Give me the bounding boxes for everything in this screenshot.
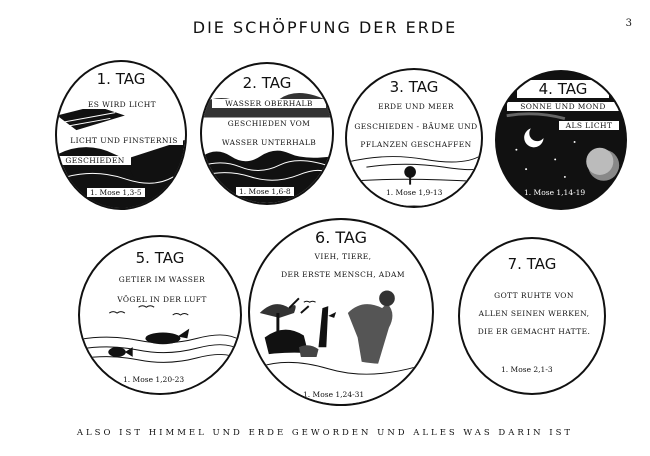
day-1-line-2: LICHT UND FINSTERNIS [65, 136, 183, 145]
day-6-circle [248, 218, 434, 406]
day-3-circle [345, 68, 483, 208]
day-5-title: 5. TAG [135, 249, 185, 267]
day-5-circle [78, 235, 242, 395]
day-5-reference: 1. Mose 1,20-23 [120, 375, 187, 384]
day-7-line-2: ALLEN SEINEN WERKEN, [478, 309, 590, 318]
day-3-line-2: GESCHIEDEN - BÄUME UND [354, 122, 478, 131]
day-6-line-2: DER ERSTE MENSCH, ADAM [281, 270, 405, 279]
day-1-title: 1. TAG [96, 70, 146, 88]
day-1-circle [55, 60, 187, 210]
day-3-line-3: PFLANZEN GESCHAFFEN [360, 140, 472, 149]
day-7-line-3: DIE ER GEMACHT HATTE. [477, 327, 591, 336]
day-2-line-3: WASSER UNTERHALB [212, 138, 326, 147]
day-6-title: 6. TAG [315, 228, 367, 247]
page-title: DIE SCHÖPFUNG DER ERDE [192, 18, 458, 37]
day-3-title: 3. TAG [389, 78, 439, 96]
day-4-reference: 1. Mose 1,14-19 [521, 188, 588, 197]
day-3-line-1: ERDE UND MEER [378, 102, 454, 111]
day-4-line-2: ALS LICHT [559, 121, 619, 130]
day-4-circle [495, 70, 627, 210]
day-2-reference: 1. Mose 1,6-8 [236, 187, 294, 196]
day-1-line-1: ES WIRD LICHT [67, 100, 177, 109]
day-7-title: 7. TAG [507, 255, 557, 273]
day-7-reference: 1. Mose 2,1-3 [498, 365, 556, 374]
day-6-line-1: VIEH, TIERE, [314, 252, 372, 261]
day-6-reference: 1. Mose 1,24-31 [300, 390, 367, 399]
page-number: 3 [625, 18, 632, 29]
day-1-line-3: GESCHIEDEN [59, 156, 131, 165]
day-7-circle [458, 237, 606, 395]
day-6-illustration [250, 220, 432, 404]
day-2-line-2: GESCHIEDEN VOM [212, 119, 326, 128]
day-5-line-2: VÖGEL IN DER LUFT [117, 295, 207, 304]
footer-caption: ALSO IST HIMMEL UND ERDE GEWORDEN UND ALLES WAS DARIN IST [76, 428, 574, 438]
day-4-title: 4. TAG [517, 80, 609, 98]
day-2-title: 2. TAG [242, 74, 292, 92]
day-2-circle [200, 62, 334, 205]
day-1-reference: 1. Mose 1,3-5 [87, 188, 145, 197]
day-5-line-1: GETIER IM WASSER [118, 275, 206, 284]
day-7-line-1: GOTT RUHTE VON [494, 291, 574, 300]
day-4-line-1: SONNE UND MOND [507, 102, 619, 111]
day-2-line-1: WASSER OBERHALB [212, 99, 326, 108]
day-3-reference: 1. Mose 1,9-13 [383, 188, 445, 197]
